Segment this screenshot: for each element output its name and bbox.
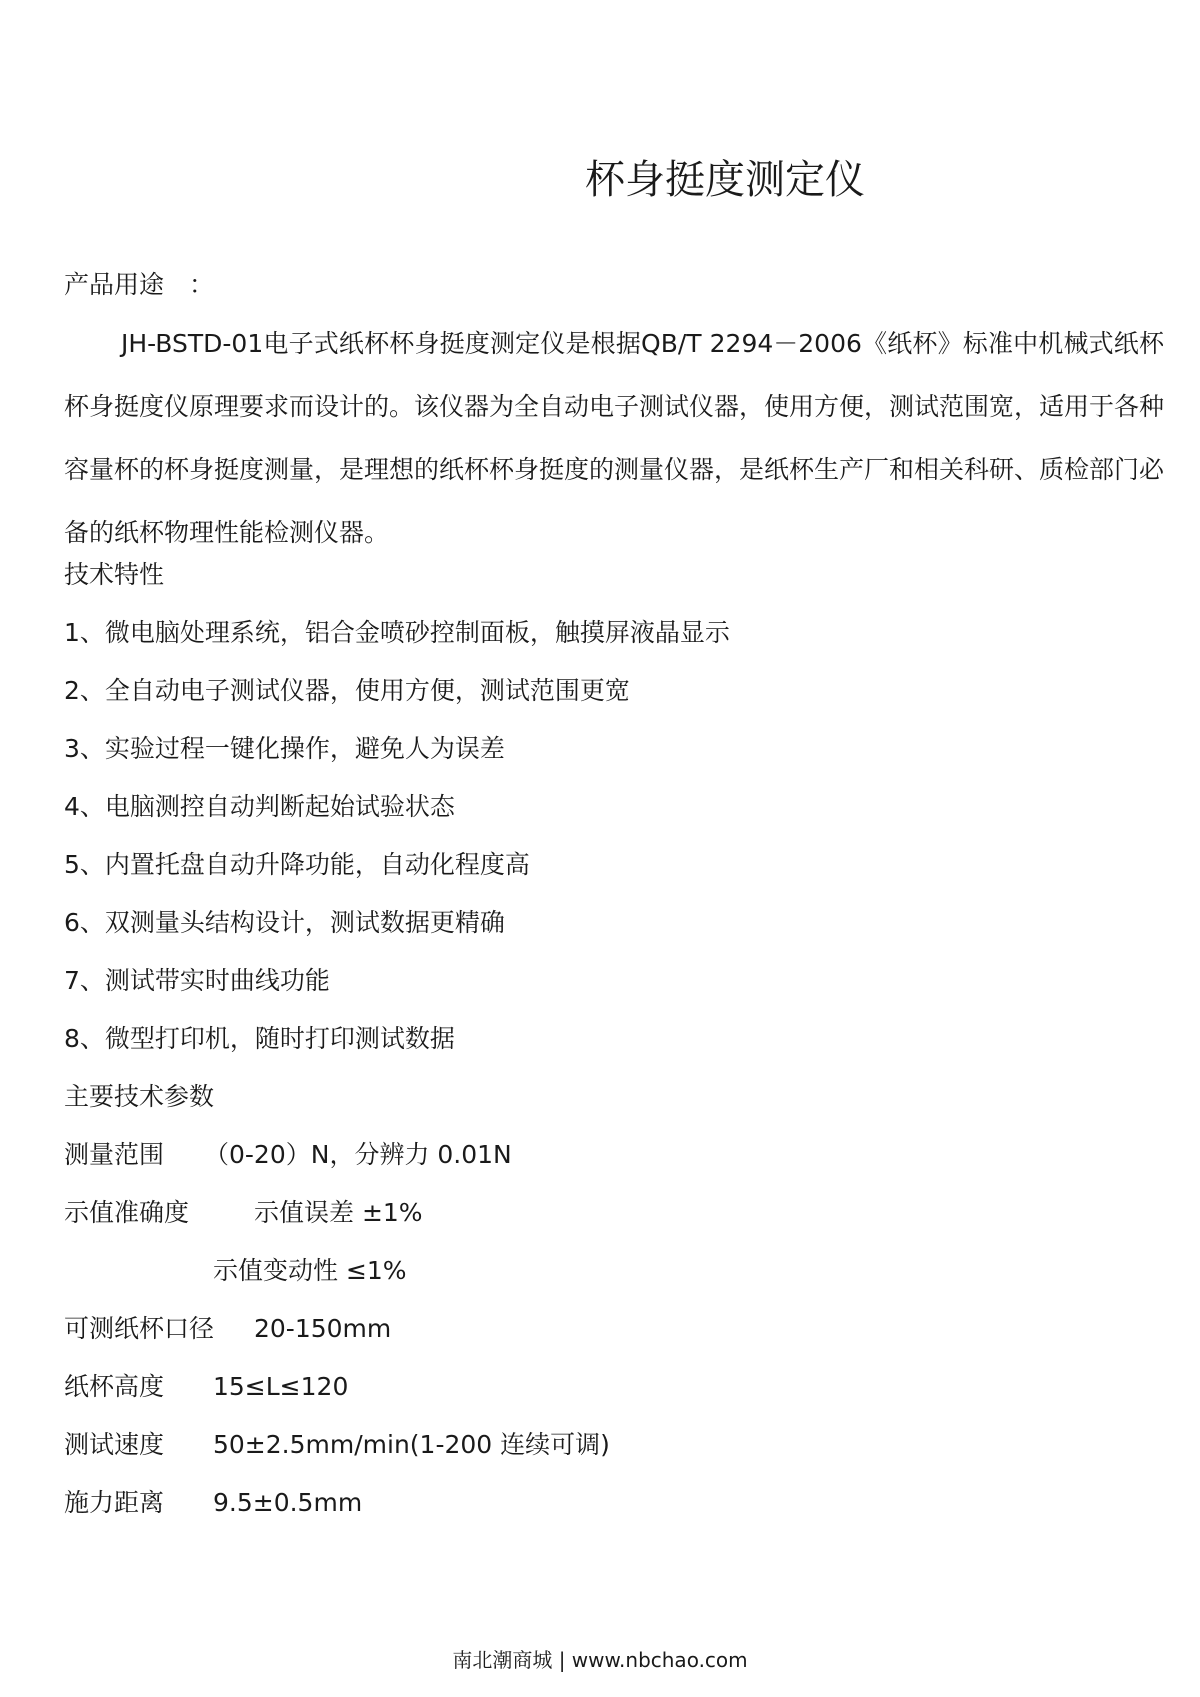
param-speed [64,1430,610,1460]
param-label: 测试速度 [64,1430,165,1459]
features-heading: 技术特性 [64,560,165,589]
param-distance [64,1488,362,1518]
feature-item: 7、测试带实时曲线功能 [64,966,330,995]
param-value: 示值误差 ±1% [254,1198,423,1227]
params-heading: 主要技术参数 [64,1082,215,1111]
page-footer: 南北潮商城 | www.nbchao.com [452,1648,748,1672]
feature-item: 8、微型打印机，随时打印测试数据 [64,1024,455,1053]
param-value: 50±2.5mm/min(1-200 连续可调) [213,1430,610,1459]
param-accuracy-variation: 示值变动性 ≤1% [213,1256,407,1285]
param-height [64,1372,348,1402]
param-label: 施力距离 [64,1488,165,1517]
param-label: 纸杯高度 [64,1372,165,1401]
usage-paragraph: JH-BSTD-01电子式纸杯杯身挺度测定仪是根据QB/T 2294－2006《纸杯》标准中机械式纸杯杯身挺度仪原理要求而设计的。该仪器为全自动电子测试仪器，使用方便，测试范围宽，适用于各种容量杯的杯身挺度测量，是理想的纸杯杯身挺度的测量仪器，是纸杯生产厂和相关科研、质检部门必备的纸杯物理性能检测仪器。 [64,329,1165,547]
document-title: 杯身挺度测定仪 [585,157,865,203]
param-value: 20-150mm [254,1314,392,1343]
param-value: 15≤L≤120 [213,1372,349,1401]
usage-heading: 产品用途 ： [64,270,215,299]
feature-item: 1、微电脑处理系统，铝合金喷砂控制面板，触摸屏液晶显示 [64,618,730,647]
param-value: （0-20）N，分辨力 0.01N [204,1140,512,1169]
param-accuracy [64,1198,423,1228]
param-diameter [64,1314,391,1344]
param-value: 9.5±0.5mm [213,1488,363,1517]
param-range [64,1140,512,1170]
feature-item: 6、双测量头结构设计，测试数据更精确 [64,908,505,937]
feature-item: 3、实验过程一键化操作，避免人为误差 [64,734,505,763]
feature-item: 2、全自动电子测试仪器，使用方便，测试范围更宽 [64,676,630,705]
feature-item: 5、内置托盘自动升降功能，自动化程度高 [64,850,530,879]
param-label: 可测纸杯口径 [64,1314,215,1343]
param-label: 示值准确度 [64,1198,190,1227]
param-label: 测量范围 [64,1140,165,1169]
feature-item: 4、电脑测控自动判断起始试验状态 [64,792,455,821]
